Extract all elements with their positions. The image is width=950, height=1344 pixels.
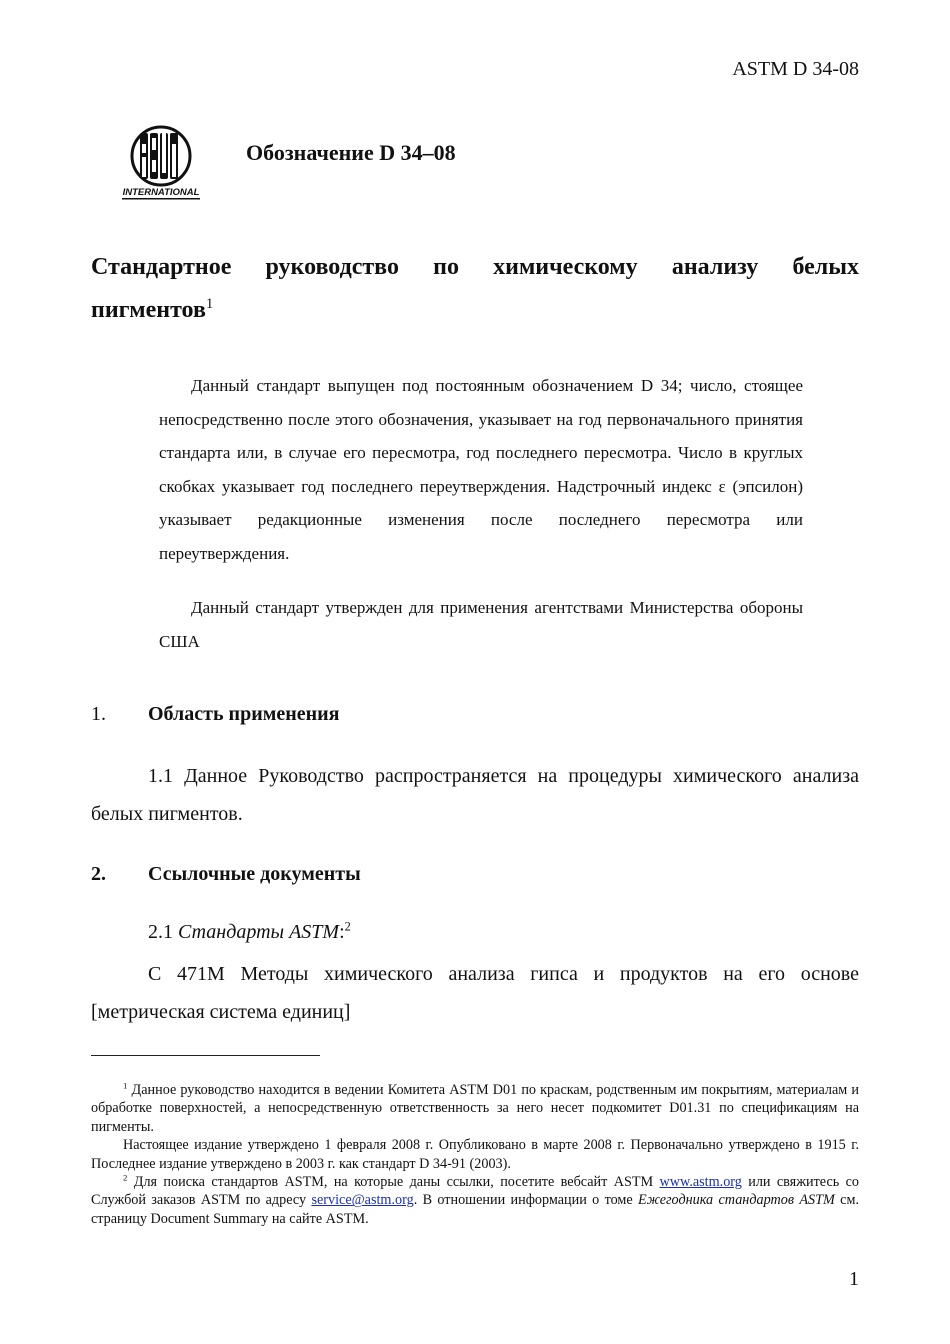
document-title <box>91 246 859 332</box>
page-number: 1 <box>849 1268 859 1290</box>
footnotes <box>91 1081 859 1228</box>
title-footnote-ref: 1 <box>205 296 214 312</box>
astm-logo-icon <box>118 124 204 202</box>
subsection-2-1 <box>148 921 351 944</box>
section-1-paragraph: 1.1 Данное Руководство распространяется на процедуры химического анализа белых пигментов. <box>91 765 859 825</box>
header-reference: ASTM D 34-08 <box>732 58 859 80</box>
footnote-2 <box>91 1173 859 1228</box>
section-2-number: 2. <box>91 863 106 885</box>
section-2-title: Ссылочные документы <box>148 863 361 885</box>
designation: Обозначение D 34–08 <box>246 140 456 165</box>
footnote-1 <box>91 1081 859 1136</box>
footnote-1-text: Данное руководство находится в ведении Комитета ASTM D01 по краскам, родственным им покрытиям, материалам и обработке поверхностей, а непосредственную ответственность за него несет подкомитет D01.31 по спецификациям на пигменты. <box>91 1082 859 1135</box>
astm-logo <box>118 124 204 202</box>
footnote-2-text-a: Для поиска стандартов ASTM, на которые даны ссылки, посетите вебсайт ASTM <box>127 1174 660 1191</box>
footnote-2-italic: Ежегодника стандартов ASTM <box>638 1192 835 1209</box>
astm-website-link[interactable]: www.astm.org <box>659 1174 742 1191</box>
reference-c471m: С 471М Методы химического анализа гипса и продуктов на его основе [метрическая система единиц] <box>91 963 859 1023</box>
subsection-number: 2.1 <box>148 921 173 943</box>
footnote-divider <box>91 1055 320 1056</box>
title-line-1: Стандартное руководство по химическому анализу белых <box>91 254 859 280</box>
footnote-2-text-c: . В отношении информации о томе <box>413 1192 639 1209</box>
footnote-2-text-d: см. страницу Document Summary на сайте ASTM. <box>91 1192 859 1227</box>
notice-paragraph-1: Данный стандарт выпущен под постоянным обозначением D 34; число, стоящее непосредственно после этого обозначения, указывает на год первоначального принятия стандарта или, в случае его пересмотра, год последнего пересмотра. Число в круглых скобках указывает год последнего переутверждения. Надстрочный индекс ε (эпсилон) указывает редакционные изменения после последнего пересмотра или переутверждения. <box>159 376 803 563</box>
footnote-1-number: 1 <box>123 1080 128 1091</box>
footnote-2-text-b: или свяжитесь со Службой заказов ASTM по адресу <box>91 1174 859 1209</box>
section-1-number: 1. <box>91 703 106 725</box>
service-email-link[interactable]: service@astm.org <box>311 1192 414 1209</box>
section-1-title: Область применения <box>148 703 340 725</box>
notice-paragraph-2: Данный стандарт утвержден для применения агентствами Министерства обороны США <box>159 598 803 651</box>
subsection-footnote-ref: 2 <box>344 919 351 934</box>
subsection-title: Стандарты ASTM <box>178 921 340 943</box>
logo-text: INTERNATIONAL <box>122 187 200 198</box>
title-line-2: пигментов <box>91 297 206 323</box>
footnote-1-continued: Настоящее издание утверждено 1 февраля 2008 г. Опубликовано в марте 2008 г. Первоначально утверждено в 1915 г. Последнее издание утверждено в 2003 г. как стандарт D 34-91 (2003). <box>91 1137 859 1172</box>
subsection-colon: : <box>339 921 345 943</box>
footnote-2-number: 2 <box>123 1172 128 1183</box>
